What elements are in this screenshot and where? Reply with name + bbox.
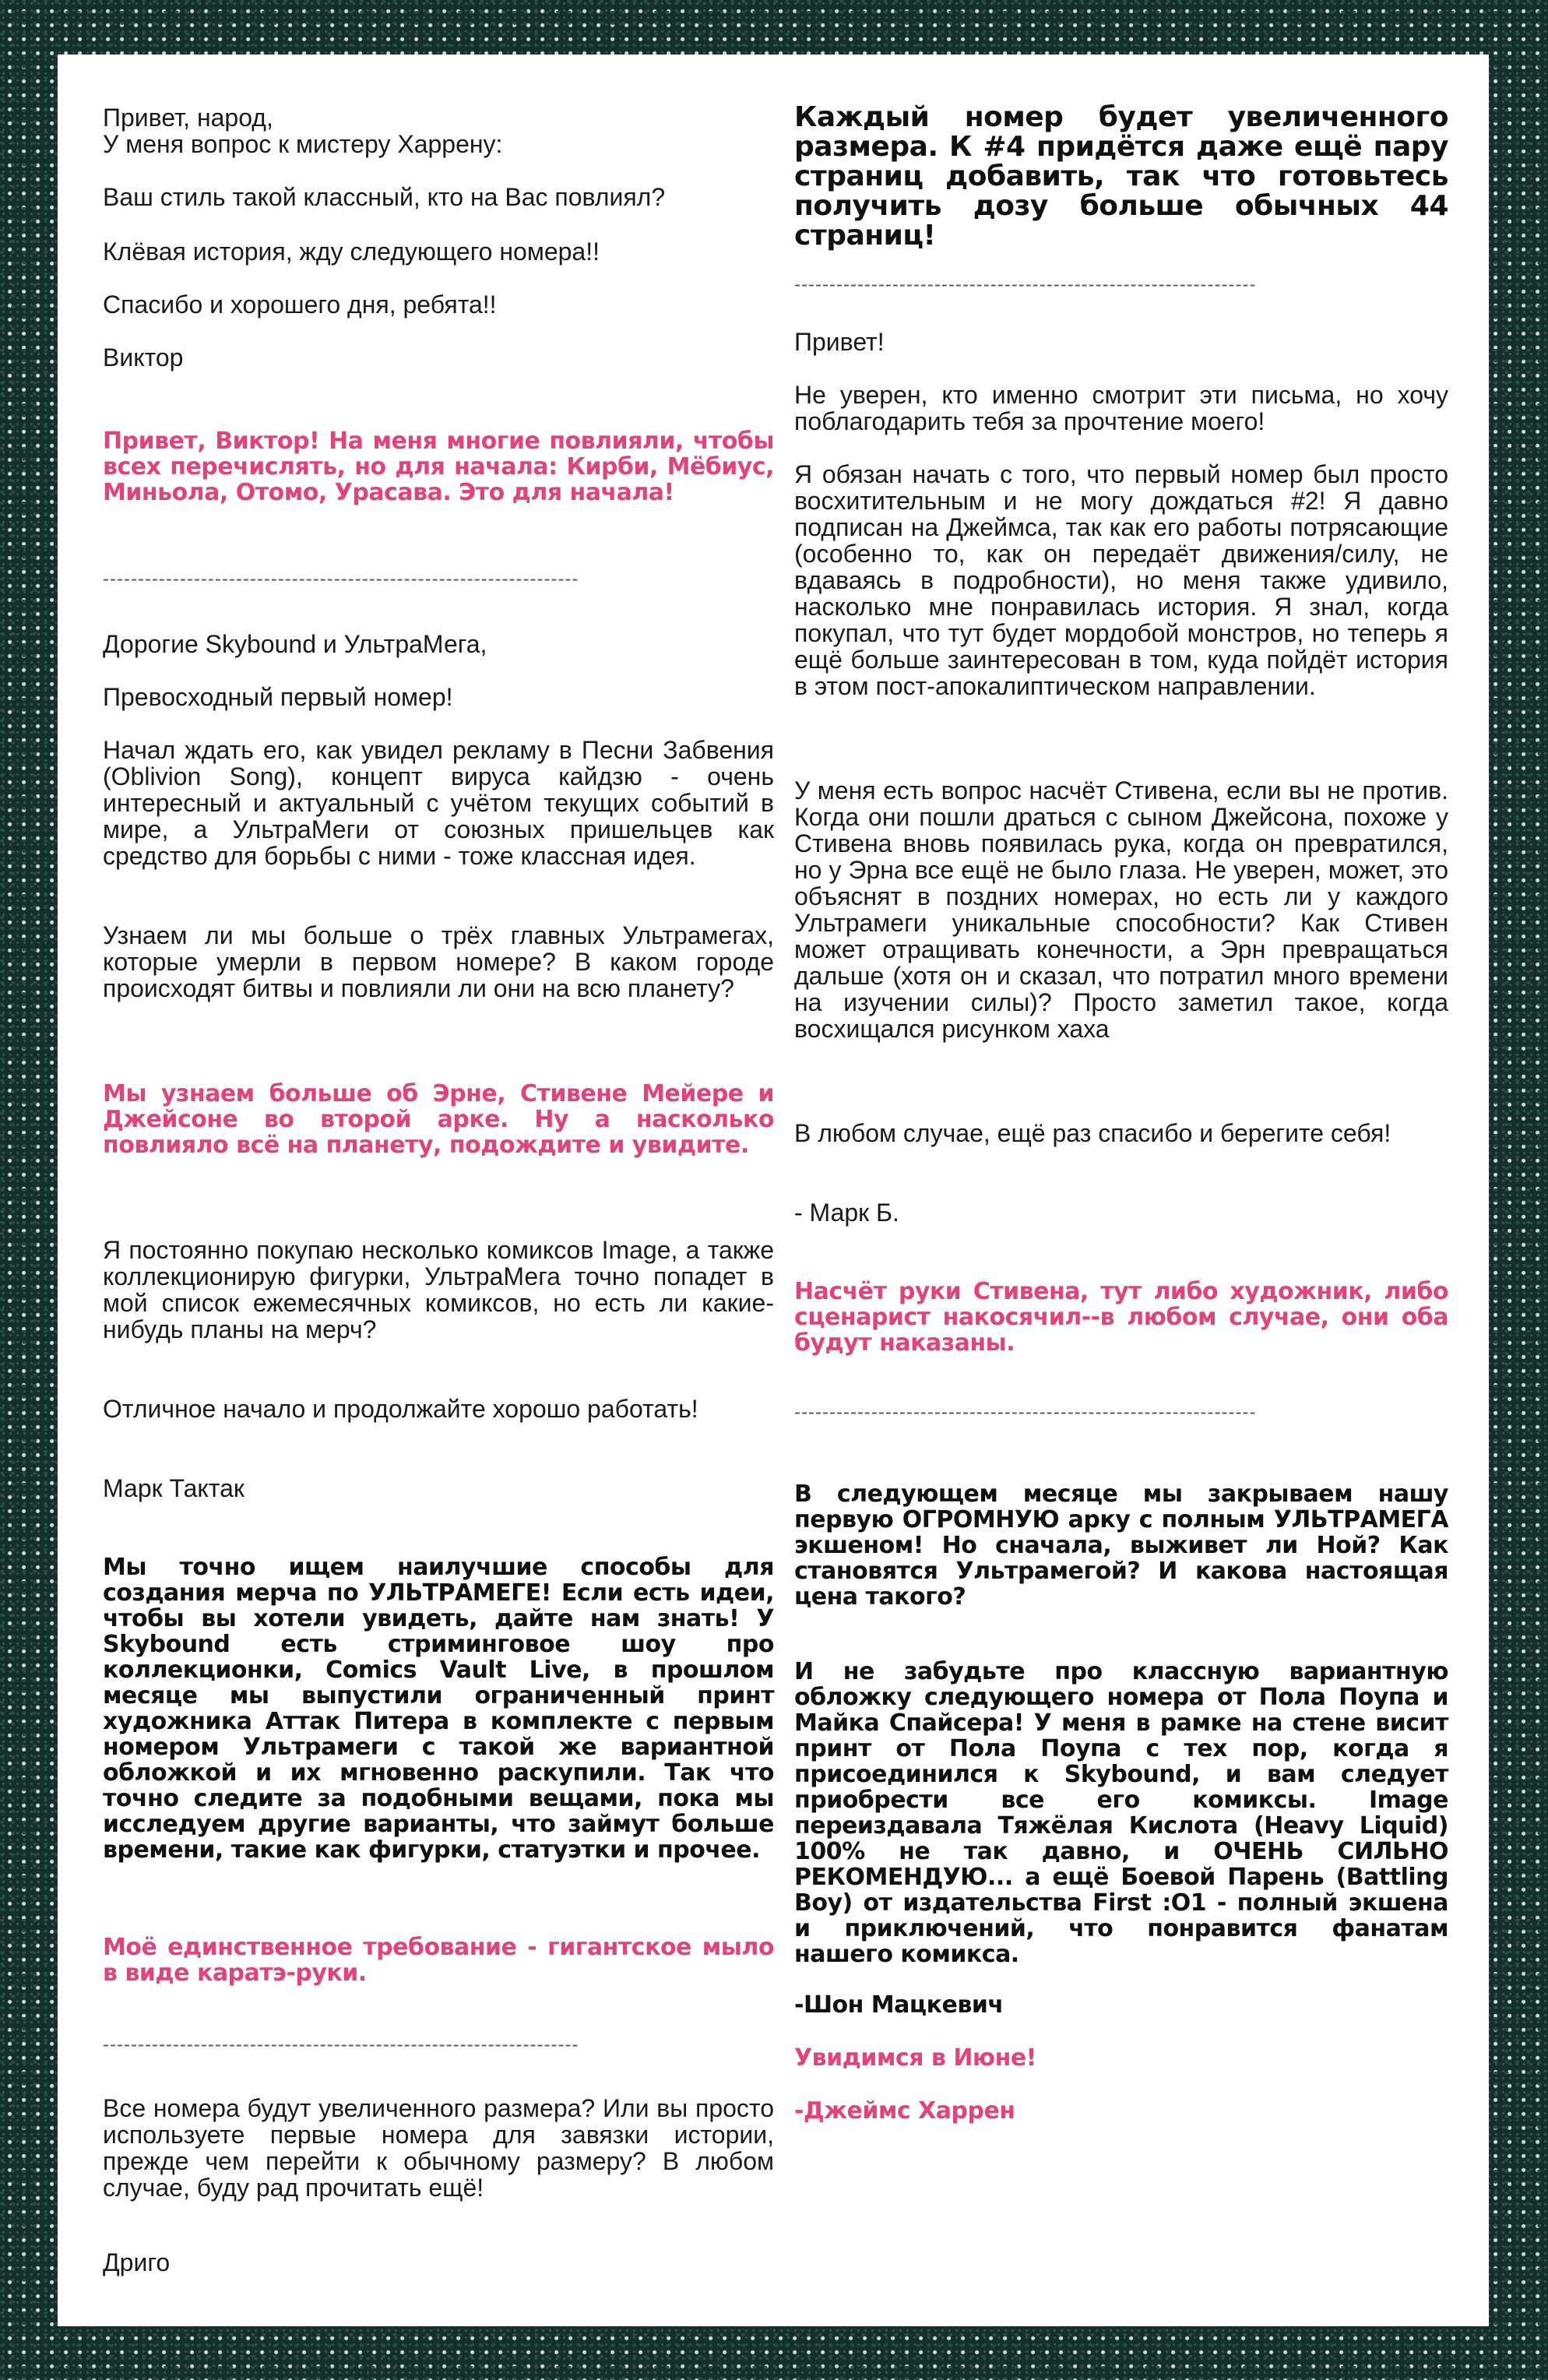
editor-reply: Мы узнаем больше об Эрне, Стивене Мейере и Джейсоне во второй арке. Ну а насколько повлияло всё на планету, подождите и увидите. (103, 1080, 774, 1159)
letter-greeting: Дорогие Skybound и УльтраМега, (103, 630, 487, 658)
letter-text: Узнаем ли мы больше о трёх главных Ультрамегах, которые умерли в первом номере? В каком городе происходят битвы и повлияли ли они на всю планету? (103, 921, 774, 1002)
signoff: -Джеймс Харрен (794, 2097, 1015, 2125)
editor-reply: Мы точно ищем наилучшие способы для создания мерча по УЛЬТРАМЕГЕ! Если есть идеи, чтобы вы хотели увидеть, дайте нам знать! У Skybound есть стриминговое шоу про коллекционки, Comics Vault Live, в прошлом месяце мы выпустили ограниченный принт художника Аттак Питера в комплекте с первым номером Ультрамеги с такой же вариантной обложкой и их мгновенно раскупили. Так что точно следите за подобными вещами, пока мы исследуем другие варианты, что займут больше времени, такие как фигурки, статуэтки и прочее. (103, 1554, 774, 1864)
letter-signature: Виктор (103, 343, 184, 371)
letters-page (58, 55, 1489, 2326)
signoff: Увидимся в Июне! (794, 2044, 1036, 2072)
letter-text: Не уверен, кто именно смотрит эти письма, но хочу поблагодарить тебя за прочтение моего! (794, 381, 1448, 435)
next-issue-text: В следующем месяце мы закрываем нашу первую ОГРОМНУЮ арку с полным УЛЬТРАМЕГА экшеном! Но сначала, выживет ли Ной? Как становятся Ультрамегой? И какова настоящая цена такого? (794, 1480, 1448, 1611)
next-issue-text: И не забудьте про классную вариантную обложку следующего номера от Пола Поупа и Майка Спайсера! У меня в рамке на стене висит принт от Пола Поупа с тех пор, когда я присоединился к Skybound, и вам следует приобрести все его комиксы. Image переиздавала Тяжёлая Кислота (Heavy Liquid) 100% не так давно, и ОЧЕНЬ СИЛЬНО РЕКОМЕНДУЮ... а ещё Боевой Парень (Battling Boy) от издательства First :O1 - полный экшена и приключений, что понравится фанатам нашего комикса. (794, 1658, 1448, 1968)
letter-text: Я обязан начать с того, что первый номер был просто восхитительным и не могу дождаться #2! Я давно подписан на Джеймса, так как его работы потрясающие (особенно то, как он передаёт движения/силу, не вдаваясь в подробности), но меня также удивило, насколько мне понравилась история. Я знал, когда покупал, что тут будет мордобой монстров, но теперь я ещё больше заинтересован в том, куда пойдёт история в этом пост-апокалиптическом направлении. (794, 460, 1448, 700)
letter-text: Отличное начало и продолжайте хорошо работать! (103, 1395, 698, 1423)
letter-text: Превосходный первый номер! (103, 683, 453, 711)
letter-signature: Дриго (103, 2248, 171, 2276)
separator: -------------------------------------------------------------------- (103, 569, 579, 590)
editor-reply: Насчёт руки Стивена, тут либо художник, либо сценарист накосячил--в любом случае, они оба будут наказаны. (794, 1278, 1448, 1357)
letter-signature: - Марк Б. (794, 1199, 899, 1227)
letter-greeting: Привет! (794, 328, 885, 356)
letter-signature: Марк Тактак (103, 1474, 245, 1502)
separator: ------------------------------------------------------------------ (794, 1402, 1257, 1423)
editor-reply: Моё единственное требование - гигантское мыло в виде каратэ-руки. (103, 1934, 774, 1987)
letter-text: Начал ждать его, как увидел рекламу в Песни Забвения (Oblivion Song), концепт вируса кайдзю - очень интересный и актуальный с учётом текущих событий в мире, а УльтраМеги от союзных пришельцев как средство для борьбы с ними - тоже классная идея. (103, 736, 774, 870)
letter-text: Спасибо и хорошего дня, ребята!! (103, 290, 497, 319)
letter-text: Ваш стиль такой классный, кто на Вас повлиял? (103, 183, 666, 211)
editor-reply: Привет, Виктор! На меня многие повлияли, чтобы всех перечислять, но для начала: Кирби, Мёбиус, Миньола, Отомо, Урасава. Это для начала! (103, 428, 774, 506)
letter-text: В любом случае, ещё раз спасибо и берегите себя! (794, 1119, 1391, 1147)
signoff: -Шон Мацкевич (794, 1991, 1004, 2019)
letter-text: У меня есть вопрос насчёт Стивена, если вы не против. Когда они пошли драться с сыном Джейсона, похоже у Стивена вновь появилась рука, когда он превратился, но у Эрна все ещё не было глаза. Не уверен, может, это объяснят в поздних номерах, но есть ли у каждого Ультрамеги уникальные способности? Как Стивен может отращивать конечности, а Эрн превращаться дальше (хотя он и сказал, что потратил много времени на изучении силы)? Просто заметил такое, когда восхищался рисунком хаха (794, 776, 1448, 1043)
letter-greeting: Привет, народ, У меня вопрос к мистеру Харрену: (103, 104, 503, 158)
separator: -------------------------------------------------------------------- (103, 2034, 579, 2055)
separator: ------------------------------------------------------------------ (794, 274, 1257, 295)
editor-reply: Каждый номер будет увеличенного размера. К #4 придётся даже ещё пару страниц добавить, так что готовьтесь получить дозу больше обычных 44 страниц! (794, 101, 1448, 252)
letter-text: Клёвая история, жду следующего номера!! (103, 238, 600, 266)
letter-text: Все номера будут увеличенного размера? Или вы просто используете первые номера для завязки истории, прежде чем перейти к обычному размеру? В любом случае, буду рад прочитать ещё! (103, 2094, 774, 2202)
letter-text: Я постоянно покупаю несколько комиксов Image, а также коллекционирую фигурки, УльтраМега точно попадет в мой список ежемесячных комиксов, но есть ли какие-нибудь планы на мерч? (103, 1236, 774, 1343)
